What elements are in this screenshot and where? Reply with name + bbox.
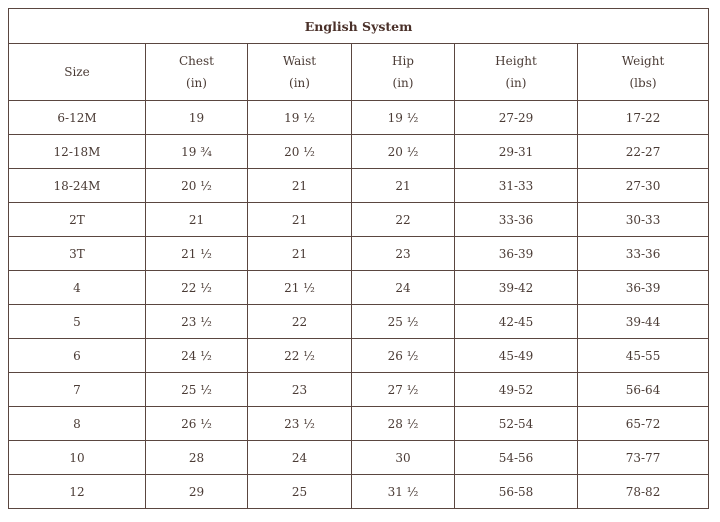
table-cell: 31-33: [455, 169, 578, 203]
size-cell: 18-24M: [9, 169, 146, 203]
column-header-label: Chest: [179, 54, 214, 68]
size-chart-table: [8, 8, 709, 509]
table-cell: 21 ½: [248, 271, 352, 305]
table-cell: 21: [248, 237, 352, 271]
table-cell: 65-72: [578, 407, 709, 441]
table-cell: 21: [248, 169, 352, 203]
table-cell: 23 ½: [146, 305, 248, 339]
table-row: [9, 271, 709, 305]
table-cell: 30-33: [578, 203, 709, 237]
table-cell: 29: [146, 475, 248, 509]
table-row: [9, 237, 709, 271]
table-cell: 20 ½: [352, 135, 455, 169]
table-cell: 19: [146, 101, 248, 135]
size-cell: 3T: [9, 237, 146, 271]
table-row: [9, 101, 709, 135]
header-row: [9, 44, 709, 101]
table-cell: 22: [352, 203, 455, 237]
table-cell: 42-45: [455, 305, 578, 339]
column-header-label: Height: [495, 54, 537, 68]
table-cell: 54-56: [455, 441, 578, 475]
table-cell: 20 ½: [146, 169, 248, 203]
table-cell: 27-29: [455, 101, 578, 135]
table-row: [9, 339, 709, 373]
column-header-unit: (in): [186, 76, 207, 90]
table-row: [9, 407, 709, 441]
table-cell: 22 ½: [248, 339, 352, 373]
table-cell: 45-49: [455, 339, 578, 373]
table-cell: 30: [352, 441, 455, 475]
table-cell: 33-36: [455, 203, 578, 237]
table-cell: 56-64: [578, 373, 709, 407]
table-cell: 23 ½: [248, 407, 352, 441]
column-header-label: Size: [64, 65, 90, 79]
table-cell: 19 ½: [352, 101, 455, 135]
table-cell: 36-39: [455, 237, 578, 271]
table-cell: 24 ½: [146, 339, 248, 373]
table-cell: 21: [352, 169, 455, 203]
column-header-size: [9, 44, 146, 101]
table-row: [9, 475, 709, 509]
size-cell: 12: [9, 475, 146, 509]
column-header-height: [455, 44, 578, 101]
table-cell: 36-39: [578, 271, 709, 305]
table-cell: 28: [146, 441, 248, 475]
table-cell: 21 ½: [146, 237, 248, 271]
column-header-hip: [352, 44, 455, 101]
table-cell: 21: [248, 203, 352, 237]
table-row: [9, 441, 709, 475]
table-cell: 52-54: [455, 407, 578, 441]
size-cell: 8: [9, 407, 146, 441]
table-cell: 78-82: [578, 475, 709, 509]
table-cell: 29-31: [455, 135, 578, 169]
table-cell: 22-27: [578, 135, 709, 169]
column-header-label: Waist: [282, 54, 317, 68]
table-cell: 27 ½: [352, 373, 455, 407]
table-cell: 56-58: [455, 475, 578, 509]
table-cell: 17-22: [578, 101, 709, 135]
size-cell: 6: [9, 339, 146, 373]
table-cell: 26 ½: [352, 339, 455, 373]
size-cell: 7: [9, 373, 146, 407]
table-title: English System: [9, 9, 709, 44]
table-cell: 23: [248, 373, 352, 407]
size-cell: 6-12M: [9, 101, 146, 135]
table-cell: 25 ½: [146, 373, 248, 407]
table-cell: 19 ½: [248, 101, 352, 135]
size-cell: 5: [9, 305, 146, 339]
table-cell: 19 ¾: [146, 135, 248, 169]
table-cell: 39-42: [455, 271, 578, 305]
table-cell: 39-44: [578, 305, 709, 339]
column-header-unit: (in): [505, 76, 527, 90]
table-cell: 27-30: [578, 169, 709, 203]
table-cell: 73-77: [578, 441, 709, 475]
size-cell: 10: [9, 441, 146, 475]
table-cell: 22: [248, 305, 352, 339]
size-cell: 2T: [9, 203, 146, 237]
table-row: [9, 135, 709, 169]
table-row: [9, 203, 709, 237]
size-cell: 12-18M: [9, 135, 146, 169]
column-header-unit: (in): [392, 76, 414, 90]
column-header-label: Hip: [392, 54, 414, 68]
table-cell: 24: [352, 271, 455, 305]
table-cell: 23: [352, 237, 455, 271]
size-cell: 4: [9, 271, 146, 305]
table-cell: 31 ½: [352, 475, 455, 509]
table-cell: 20 ½: [248, 135, 352, 169]
table-cell: 25: [248, 475, 352, 509]
table-cell: 49-52: [455, 373, 578, 407]
table-cell: 24: [248, 441, 352, 475]
column-header-unit: (in): [289, 76, 310, 90]
table-cell: 22 ½: [146, 271, 248, 305]
column-header-chest: [146, 44, 248, 101]
table-row: [9, 169, 709, 203]
table-cell: 28 ½: [352, 407, 455, 441]
size-chart-container: [8, 8, 709, 509]
table-cell: 25 ½: [352, 305, 455, 339]
column-header-label: Weight: [621, 54, 665, 68]
table-row: [9, 305, 709, 339]
column-header-waist: [248, 44, 352, 101]
column-header-unit: (lbs): [629, 76, 657, 90]
table-row: [9, 373, 709, 407]
table-cell: 45-55: [578, 339, 709, 373]
column-header-weight: [578, 44, 709, 101]
table-cell: 21: [146, 203, 248, 237]
table-cell: 26 ½: [146, 407, 248, 441]
table-cell: 33-36: [578, 237, 709, 271]
